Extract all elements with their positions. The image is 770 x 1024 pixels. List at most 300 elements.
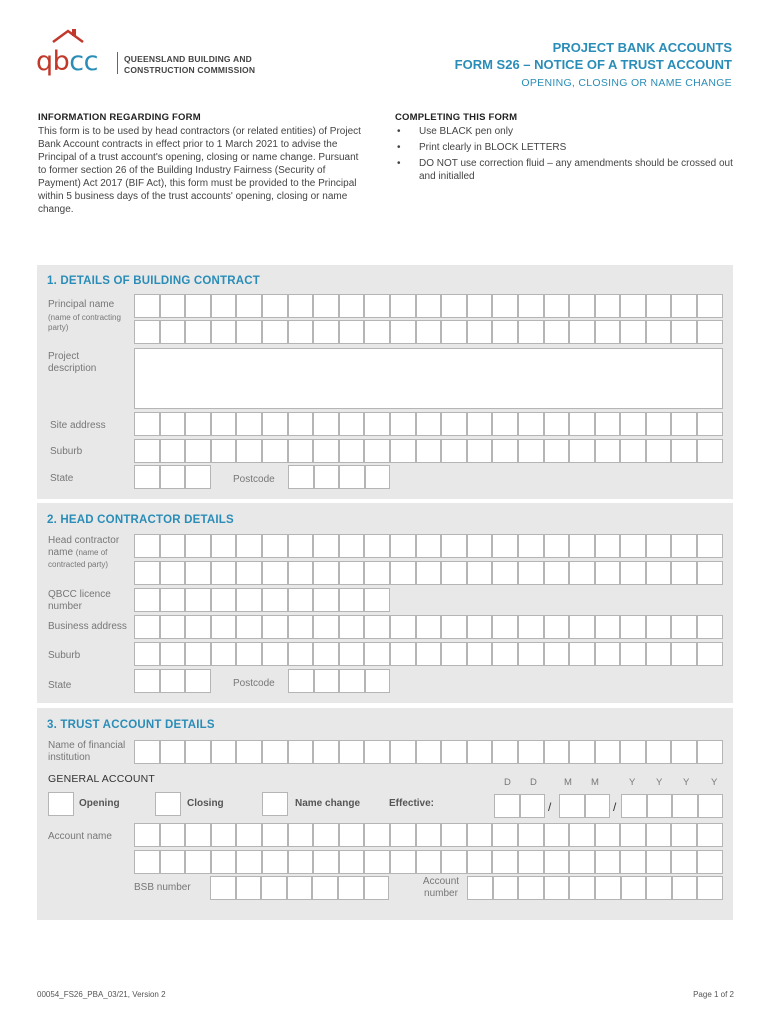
character-box[interactable] xyxy=(338,876,364,900)
character-box[interactable] xyxy=(160,561,186,585)
character-box[interactable] xyxy=(416,823,442,847)
state-row[interactable] xyxy=(134,669,211,693)
character-box[interactable] xyxy=(416,850,442,874)
character-box[interactable] xyxy=(262,588,288,612)
character-box[interactable] xyxy=(236,823,262,847)
character-box[interactable] xyxy=(134,615,160,639)
character-box[interactable] xyxy=(313,320,339,344)
character-box[interactable] xyxy=(236,740,262,764)
character-box[interactable] xyxy=(620,439,646,463)
character-box[interactable] xyxy=(313,588,339,612)
character-box[interactable] xyxy=(236,294,262,318)
head-contractor-name-row-2[interactable] xyxy=(134,561,723,585)
character-box[interactable] xyxy=(288,615,314,639)
character-box[interactable] xyxy=(185,642,211,666)
character-box[interactable] xyxy=(288,588,314,612)
character-box[interactable] xyxy=(518,320,544,344)
character-box[interactable] xyxy=(620,823,646,847)
character-box[interactable] xyxy=(339,534,365,558)
character-box[interactable] xyxy=(185,850,211,874)
character-box[interactable] xyxy=(313,740,339,764)
character-box[interactable] xyxy=(646,439,672,463)
character-box[interactable] xyxy=(364,320,390,344)
suburb-row[interactable] xyxy=(134,642,723,666)
character-box[interactable] xyxy=(211,615,237,639)
character-box[interactable] xyxy=(467,642,493,666)
character-box[interactable] xyxy=(416,439,442,463)
character-box[interactable] xyxy=(339,439,365,463)
character-box[interactable] xyxy=(492,412,518,436)
character-box[interactable] xyxy=(339,615,365,639)
character-box[interactable] xyxy=(364,876,390,900)
character-box[interactable] xyxy=(595,740,621,764)
character-box[interactable] xyxy=(595,294,621,318)
character-box[interactable] xyxy=(671,740,697,764)
character-box[interactable] xyxy=(671,439,697,463)
character-box[interactable] xyxy=(416,561,442,585)
character-box[interactable] xyxy=(671,615,697,639)
name-change-checkbox[interactable] xyxy=(262,792,288,816)
character-box[interactable] xyxy=(492,740,518,764)
character-box[interactable] xyxy=(518,876,544,900)
character-box[interactable] xyxy=(671,320,697,344)
character-box[interactable] xyxy=(262,823,288,847)
character-box[interactable] xyxy=(646,850,672,874)
character-box[interactable] xyxy=(211,740,237,764)
character-box[interactable] xyxy=(390,439,416,463)
character-box[interactable] xyxy=(646,320,672,344)
character-box[interactable] xyxy=(211,412,237,436)
character-box[interactable] xyxy=(160,850,186,874)
character-box[interactable] xyxy=(467,320,493,344)
character-box[interactable] xyxy=(569,294,595,318)
character-box[interactable] xyxy=(467,876,493,900)
character-box[interactable] xyxy=(697,850,723,874)
character-box[interactable] xyxy=(697,412,723,436)
character-box[interactable] xyxy=(134,588,160,612)
character-box[interactable] xyxy=(467,823,493,847)
character-box[interactable] xyxy=(492,561,518,585)
character-box[interactable] xyxy=(288,294,314,318)
state-row[interactable] xyxy=(134,465,211,489)
character-box[interactable] xyxy=(134,740,160,764)
character-box[interactable] xyxy=(518,412,544,436)
character-box[interactable] xyxy=(595,642,621,666)
suburb-row[interactable] xyxy=(134,439,723,463)
character-box[interactable] xyxy=(339,588,365,612)
character-box[interactable] xyxy=(492,320,518,344)
character-box[interactable] xyxy=(211,534,237,558)
character-box[interactable] xyxy=(672,876,698,900)
character-box[interactable] xyxy=(211,850,237,874)
character-box[interactable] xyxy=(262,294,288,318)
character-box[interactable] xyxy=(236,642,262,666)
character-box[interactable] xyxy=(262,561,288,585)
character-box[interactable] xyxy=(185,294,211,318)
character-box[interactable] xyxy=(441,850,467,874)
character-box[interactable] xyxy=(364,642,390,666)
character-box[interactable] xyxy=(288,412,314,436)
character-box[interactable] xyxy=(621,794,647,818)
character-box[interactable] xyxy=(262,740,288,764)
character-box[interactable] xyxy=(671,561,697,585)
character-box[interactable] xyxy=(620,740,646,764)
opening-checkbox[interactable] xyxy=(48,792,74,816)
qbcc-licence-row[interactable] xyxy=(134,588,390,612)
character-box[interactable] xyxy=(492,823,518,847)
character-box[interactable] xyxy=(236,534,262,558)
character-box[interactable] xyxy=(261,876,287,900)
character-box[interactable] xyxy=(288,320,314,344)
character-box[interactable] xyxy=(339,412,365,436)
character-box[interactable] xyxy=(569,561,595,585)
character-box[interactable] xyxy=(288,439,314,463)
character-box[interactable] xyxy=(390,850,416,874)
character-box[interactable] xyxy=(364,850,390,874)
character-box[interactable] xyxy=(262,534,288,558)
character-box[interactable] xyxy=(364,439,390,463)
character-box[interactable] xyxy=(441,320,467,344)
postcode-row[interactable] xyxy=(288,669,390,693)
character-box[interactable] xyxy=(160,439,186,463)
character-box[interactable] xyxy=(390,294,416,318)
character-box[interactable] xyxy=(416,740,442,764)
character-box[interactable] xyxy=(672,794,698,818)
character-box[interactable] xyxy=(262,642,288,666)
character-box[interactable] xyxy=(544,294,570,318)
character-box[interactable] xyxy=(160,588,186,612)
character-box[interactable] xyxy=(569,320,595,344)
character-box[interactable] xyxy=(364,823,390,847)
character-box[interactable] xyxy=(262,615,288,639)
character-box[interactable] xyxy=(339,642,365,666)
character-box[interactable] xyxy=(314,465,340,489)
character-box[interactable] xyxy=(646,642,672,666)
character-box[interactable] xyxy=(595,615,621,639)
character-box[interactable] xyxy=(697,439,723,463)
character-box[interactable] xyxy=(518,615,544,639)
character-box[interactable] xyxy=(595,823,621,847)
character-box[interactable] xyxy=(262,439,288,463)
character-box[interactable] xyxy=(646,534,672,558)
character-box[interactable] xyxy=(697,615,723,639)
character-box[interactable] xyxy=(160,412,186,436)
character-box[interactable] xyxy=(236,850,262,874)
character-box[interactable] xyxy=(518,439,544,463)
character-box[interactable] xyxy=(671,823,697,847)
character-box[interactable] xyxy=(288,561,314,585)
character-box[interactable] xyxy=(314,669,340,693)
character-box[interactable] xyxy=(492,850,518,874)
character-box[interactable] xyxy=(288,465,314,489)
character-box[interactable] xyxy=(211,561,237,585)
character-box[interactable] xyxy=(160,320,186,344)
character-box[interactable] xyxy=(544,534,570,558)
character-box[interactable] xyxy=(620,294,646,318)
character-box[interactable] xyxy=(416,294,442,318)
character-box[interactable] xyxy=(518,642,544,666)
character-box[interactable] xyxy=(134,534,160,558)
character-box[interactable] xyxy=(288,642,314,666)
closing-checkbox[interactable] xyxy=(155,792,181,816)
character-box[interactable] xyxy=(211,823,237,847)
character-box[interactable] xyxy=(365,465,391,489)
character-box[interactable] xyxy=(569,876,595,900)
account-name-row-1[interactable] xyxy=(134,823,723,847)
character-box[interactable] xyxy=(364,740,390,764)
character-box[interactable] xyxy=(595,850,621,874)
character-box[interactable] xyxy=(520,794,546,818)
postcode-row[interactable] xyxy=(288,465,390,489)
character-box[interactable] xyxy=(518,561,544,585)
character-box[interactable] xyxy=(160,294,186,318)
character-box[interactable] xyxy=(544,740,570,764)
character-box[interactable] xyxy=(544,412,570,436)
character-box[interactable] xyxy=(134,320,160,344)
character-box[interactable] xyxy=(569,823,595,847)
character-box[interactable] xyxy=(185,320,211,344)
character-box[interactable] xyxy=(441,823,467,847)
character-box[interactable] xyxy=(544,320,570,344)
character-box[interactable] xyxy=(339,740,365,764)
character-box[interactable] xyxy=(518,850,544,874)
character-box[interactable] xyxy=(236,615,262,639)
character-box[interactable] xyxy=(441,294,467,318)
effective-month-row[interactable] xyxy=(559,794,610,818)
character-box[interactable] xyxy=(364,294,390,318)
character-box[interactable] xyxy=(585,794,611,818)
character-box[interactable] xyxy=(620,412,646,436)
character-box[interactable] xyxy=(339,294,365,318)
character-box[interactable] xyxy=(441,439,467,463)
character-box[interactable] xyxy=(211,439,237,463)
character-box[interactable] xyxy=(492,294,518,318)
character-box[interactable] xyxy=(390,642,416,666)
principal-name-row-2[interactable] xyxy=(134,320,723,344)
character-box[interactable] xyxy=(467,740,493,764)
character-box[interactable] xyxy=(441,615,467,639)
character-box[interactable] xyxy=(620,850,646,874)
principal-name-row-1[interactable] xyxy=(134,294,723,318)
character-box[interactable] xyxy=(364,412,390,436)
character-box[interactable] xyxy=(160,740,186,764)
character-box[interactable] xyxy=(160,669,186,693)
character-box[interactable] xyxy=(416,615,442,639)
character-box[interactable] xyxy=(544,642,570,666)
character-box[interactable] xyxy=(211,294,237,318)
financial-institution-row[interactable] xyxy=(134,740,723,764)
business-address-row[interactable] xyxy=(134,615,723,639)
character-box[interactable] xyxy=(492,439,518,463)
character-box[interactable] xyxy=(595,534,621,558)
character-box[interactable] xyxy=(185,561,211,585)
character-box[interactable] xyxy=(544,850,570,874)
character-box[interactable] xyxy=(160,823,186,847)
character-box[interactable] xyxy=(390,561,416,585)
character-box[interactable] xyxy=(160,642,186,666)
character-box[interactable] xyxy=(544,439,570,463)
character-box[interactable] xyxy=(134,439,160,463)
character-box[interactable] xyxy=(620,642,646,666)
character-box[interactable] xyxy=(390,823,416,847)
character-box[interactable] xyxy=(467,561,493,585)
account-name-row-2[interactable] xyxy=(134,850,723,874)
character-box[interactable] xyxy=(236,588,262,612)
character-box[interactable] xyxy=(211,320,237,344)
character-box[interactable] xyxy=(569,642,595,666)
character-box[interactable] xyxy=(390,412,416,436)
character-box[interactable] xyxy=(313,642,339,666)
character-box[interactable] xyxy=(595,439,621,463)
character-box[interactable] xyxy=(288,740,314,764)
character-box[interactable] xyxy=(467,615,493,639)
character-box[interactable] xyxy=(697,320,723,344)
character-box[interactable] xyxy=(441,534,467,558)
character-box[interactable] xyxy=(467,850,493,874)
character-box[interactable] xyxy=(698,794,724,818)
character-box[interactable] xyxy=(697,740,723,764)
character-box[interactable] xyxy=(697,876,723,900)
character-box[interactable] xyxy=(185,439,211,463)
character-box[interactable] xyxy=(313,534,339,558)
character-box[interactable] xyxy=(185,588,211,612)
character-box[interactable] xyxy=(416,412,442,436)
character-box[interactable] xyxy=(236,439,262,463)
character-box[interactable] xyxy=(544,876,570,900)
character-box[interactable] xyxy=(518,534,544,558)
character-box[interactable] xyxy=(595,320,621,344)
character-box[interactable] xyxy=(621,876,647,900)
character-box[interactable] xyxy=(441,561,467,585)
character-box[interactable] xyxy=(646,615,672,639)
character-box[interactable] xyxy=(185,412,211,436)
character-box[interactable] xyxy=(134,823,160,847)
character-box[interactable] xyxy=(134,294,160,318)
character-box[interactable] xyxy=(441,642,467,666)
character-box[interactable] xyxy=(262,850,288,874)
character-box[interactable] xyxy=(416,642,442,666)
character-box[interactable] xyxy=(390,320,416,344)
character-box[interactable] xyxy=(492,534,518,558)
character-box[interactable] xyxy=(211,588,237,612)
character-box[interactable] xyxy=(134,669,160,693)
character-box[interactable] xyxy=(518,294,544,318)
character-box[interactable] xyxy=(569,412,595,436)
character-box[interactable] xyxy=(364,561,390,585)
character-box[interactable] xyxy=(671,534,697,558)
character-box[interactable] xyxy=(544,561,570,585)
character-box[interactable] xyxy=(313,561,339,585)
character-box[interactable] xyxy=(544,823,570,847)
character-box[interactable] xyxy=(365,669,391,693)
character-box[interactable] xyxy=(134,465,160,489)
character-box[interactable] xyxy=(595,561,621,585)
character-box[interactable] xyxy=(416,320,442,344)
character-box[interactable] xyxy=(620,615,646,639)
character-box[interactable] xyxy=(288,823,314,847)
character-box[interactable] xyxy=(287,876,313,900)
character-box[interactable] xyxy=(492,615,518,639)
character-box[interactable] xyxy=(467,534,493,558)
character-box[interactable] xyxy=(313,294,339,318)
character-box[interactable] xyxy=(262,320,288,344)
account-number-row[interactable] xyxy=(467,876,723,900)
character-box[interactable] xyxy=(390,534,416,558)
effective-day-row[interactable] xyxy=(494,794,545,818)
character-box[interactable] xyxy=(288,534,314,558)
character-box[interactable] xyxy=(569,615,595,639)
character-box[interactable] xyxy=(697,294,723,318)
character-box[interactable] xyxy=(210,876,236,900)
character-box[interactable] xyxy=(211,642,237,666)
character-box[interactable] xyxy=(312,876,338,900)
character-box[interactable] xyxy=(646,561,672,585)
character-box[interactable] xyxy=(134,850,160,874)
character-box[interactable] xyxy=(390,615,416,639)
character-box[interactable] xyxy=(339,465,365,489)
character-box[interactable] xyxy=(416,534,442,558)
character-box[interactable] xyxy=(441,740,467,764)
character-box[interactable] xyxy=(364,588,390,612)
character-box[interactable] xyxy=(559,794,585,818)
project-description-field[interactable] xyxy=(134,348,723,409)
character-box[interactable] xyxy=(339,669,365,693)
character-box[interactable] xyxy=(518,740,544,764)
character-box[interactable] xyxy=(185,615,211,639)
character-box[interactable] xyxy=(160,615,186,639)
character-box[interactable] xyxy=(339,823,365,847)
character-box[interactable] xyxy=(467,412,493,436)
character-box[interactable] xyxy=(288,850,314,874)
character-box[interactable] xyxy=(160,534,186,558)
character-box[interactable] xyxy=(313,823,339,847)
character-box[interactable] xyxy=(185,740,211,764)
character-box[interactable] xyxy=(620,534,646,558)
character-box[interactable] xyxy=(467,439,493,463)
character-box[interactable] xyxy=(390,740,416,764)
character-box[interactable] xyxy=(185,669,211,693)
character-box[interactable] xyxy=(697,823,723,847)
site-address-row[interactable] xyxy=(134,412,723,436)
character-box[interactable] xyxy=(646,876,672,900)
character-box[interactable] xyxy=(185,465,211,489)
character-box[interactable] xyxy=(160,465,186,489)
head-contractor-name-row-1[interactable] xyxy=(134,534,723,558)
character-box[interactable] xyxy=(671,642,697,666)
character-box[interactable] xyxy=(262,412,288,436)
character-box[interactable] xyxy=(185,823,211,847)
character-box[interactable] xyxy=(569,850,595,874)
character-box[interactable] xyxy=(646,823,672,847)
character-box[interactable] xyxy=(364,534,390,558)
character-box[interactable] xyxy=(671,850,697,874)
character-box[interactable] xyxy=(339,320,365,344)
character-box[interactable] xyxy=(236,320,262,344)
character-box[interactable] xyxy=(339,561,365,585)
character-box[interactable] xyxy=(544,615,570,639)
character-box[interactable] xyxy=(134,561,160,585)
character-box[interactable] xyxy=(647,794,673,818)
character-box[interactable] xyxy=(518,823,544,847)
character-box[interactable] xyxy=(697,642,723,666)
character-box[interactable] xyxy=(313,439,339,463)
character-box[interactable] xyxy=(492,642,518,666)
character-box[interactable] xyxy=(493,876,519,900)
character-box[interactable] xyxy=(313,850,339,874)
character-box[interactable] xyxy=(364,615,390,639)
character-box[interactable] xyxy=(569,740,595,764)
character-box[interactable] xyxy=(646,412,672,436)
